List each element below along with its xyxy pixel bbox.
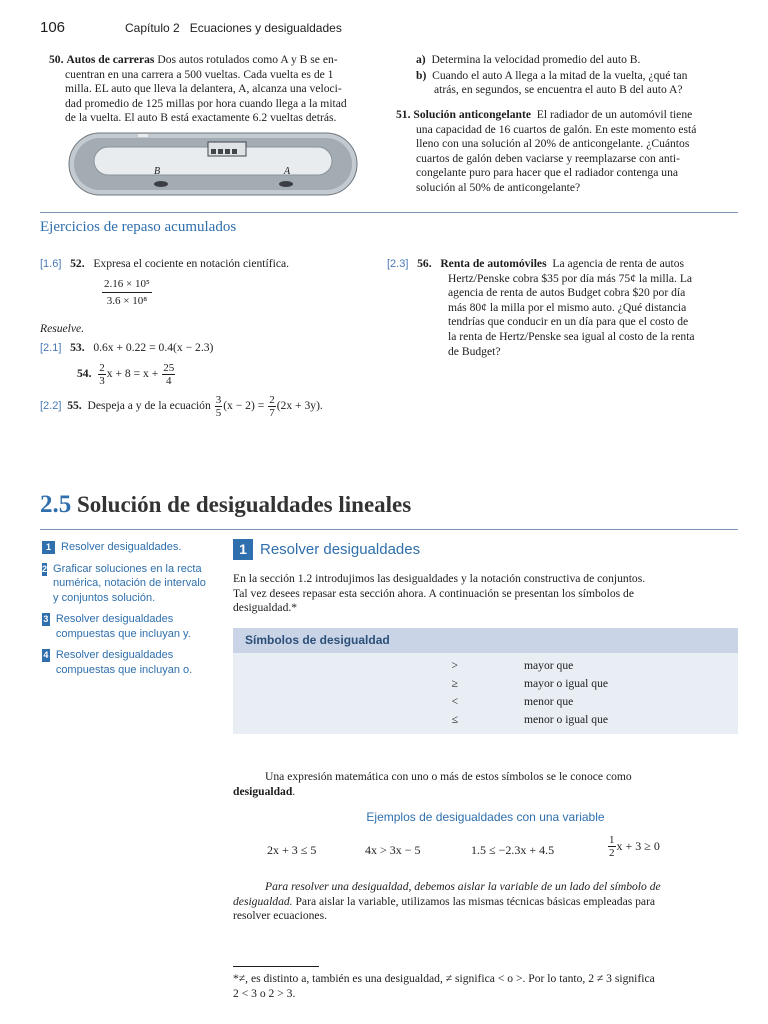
problem-56-line: de Budget? [448, 344, 501, 358]
problem-54 [77, 362, 176, 387]
fraction-denominator: 3.6 × 10⁸ [106, 295, 148, 307]
objective-number: 2 [42, 563, 48, 574]
term-desigualdad: desigualdad [233, 784, 293, 798]
problem-54-number: 54. [77, 367, 92, 381]
objective-item [42, 562, 210, 606]
part-a-text: Determina la velocidad promedio del auto B. [431, 53, 641, 66]
symbol-row [233, 692, 738, 710]
subsection-heading [233, 539, 420, 560]
problem-56-line: La agencia de renta de autos [552, 257, 685, 270]
section-rule [40, 529, 738, 530]
problem-56-line: más 80¢ la milla por el mismo auto. ¿Qué distancia [448, 300, 687, 314]
intro-line: En la sección 1.2 introdujimos las desigualdades y la notación constructiva de conjuntos. [233, 572, 646, 585]
problem-51-line: El radiador de un automóvil tiene [536, 108, 693, 121]
footnote-line: 2 < 3 o 2 > 3. [233, 986, 296, 1000]
problem-50-line: dad promedio de 125 millas por hora cuando llega a la mitad [65, 96, 347, 110]
problem-52-fraction [102, 278, 152, 307]
symbol: ≥ [451, 676, 458, 690]
symbol-meaning: mayor o igual que [524, 676, 609, 690]
fraction: $\frac{25}{4}$ [163, 362, 175, 387]
problem-53-equation: 0.6x + 0.22 = 0.4(x − 2.3) [93, 341, 214, 354]
section-title: Solución de desigualdades lineales [77, 492, 412, 517]
resolve-line: resolver ecuaciones. [233, 909, 327, 923]
divider [40, 212, 738, 213]
expression-line: Una expresión matemática con uno o más de estos símbolos se le conoce como [265, 770, 632, 783]
problem-51-line: congelante puro para hacer que el radiador contenga una [416, 166, 679, 180]
problem-55-equation: (2x + 3y). [276, 399, 323, 413]
problem-52-ref: [1.6] [40, 258, 62, 270]
section-heading [40, 491, 411, 519]
chapter-label [125, 21, 342, 35]
part-b-text: atrás, en segundos, se encuentra el auto B del auto A? [434, 83, 683, 97]
example-inequality: 1.5 ≤ −2.3x + 4.5 [471, 843, 555, 857]
problem-55-number: 55. [67, 399, 82, 413]
problem-56-line: tendrías que conducir en un día para que el costo de [448, 315, 689, 329]
review-title: Ejercicios de repaso acumulados [40, 219, 237, 235]
objective-number: 1 [42, 541, 55, 554]
problem-50-line: Dos autos rotulados como A y B se en- [157, 53, 338, 66]
symbol-row [233, 656, 738, 674]
symbol-row [233, 710, 738, 728]
footnote-line: *≠, es distinto a, también es una desigualdad, ≠ significa < o >. Por lo tanto, 2 ≠ 3 significa [233, 972, 655, 985]
objective-item [42, 612, 210, 641]
problem-52-number: 52. [70, 257, 85, 270]
chapter-title: Ecuaciones y desigualdades [189, 21, 342, 35]
section-number: 2.5 [40, 491, 72, 518]
problem-50-title: Autos de carreras [66, 53, 155, 66]
resuelve-label: Resuelve. [40, 322, 85, 335]
symbol-meaning: menor o igual que [524, 712, 609, 726]
car-b-label: B [154, 166, 161, 177]
examples-title: Ejemplos de desigualdades con una variable [366, 810, 605, 824]
fraction-numerator: 2.16 × 10⁵ [102, 278, 152, 293]
problem-56-ref: [2.3] [387, 258, 409, 270]
resolve-line: Para resolver una desigualdad, debemos aislar la variable de un lado del símbolo de [265, 880, 661, 893]
symbol-meaning: mayor que [524, 658, 574, 672]
fraction: $\frac{1}{2}$ [609, 834, 615, 859]
example-inequality: 2x + 3 ≤ 5 [267, 843, 317, 857]
problem-56-line: agencia de renta de autos Budget cobra $20 por día [448, 286, 686, 300]
objective-number: 4 [43, 650, 49, 660]
example-inequality: $\frac{1}{2}$ x + 3 ≥ 0 [609, 834, 660, 859]
fraction: $\frac{2}{3}$ [99, 362, 105, 387]
objective-text: Graficar soluciones en la recta numérica, notación de intervalo y conjuntos solución. [53, 562, 206, 604]
objective-text: Resolver desigualdades compuestas que incluyan y. [55, 613, 191, 640]
objectives-list [42, 540, 210, 684]
objective-number: 3 [43, 614, 49, 624]
problem-56-title: Renta de automóviles [440, 257, 547, 270]
chapter-number: Capítulo 2 [125, 21, 180, 35]
problem-50-line: cuentran en una carrera a 500 vueltas. Cada vuelta es de 1 [65, 67, 334, 81]
subsection-title: Resolver desigualdades [260, 541, 421, 558]
symbol-row [233, 674, 738, 692]
symbol: < [451, 694, 458, 708]
page-number: 106 [40, 19, 66, 36]
objective-item [42, 540, 210, 555]
problem-51-line: una capacidad de 16 cuartos de galón. En este momento está [416, 122, 697, 136]
car-b [154, 181, 168, 187]
resolve-paragraph [233, 880, 738, 924]
car-a [279, 181, 293, 187]
problem-50-parts [416, 53, 736, 98]
part-b-label: b) [416, 68, 427, 82]
objective-item [42, 648, 210, 677]
expression-paragraph: Una expresión matemática con uno o más de estos símbolos se le conoce como desigualdad. [233, 770, 738, 799]
problem-50-number: 50. [49, 53, 64, 66]
intro-line: desigualdad.* [233, 601, 298, 615]
problem-56 [387, 257, 737, 359]
objective-text: Resolver desigualdades compuestas que incluyan o. [55, 649, 193, 676]
objective-text: Resolver desigualdades. [61, 541, 182, 553]
problem-50 [49, 53, 369, 126]
problem-51-title: Solución anticongelante [413, 108, 531, 121]
symbols-box-header [233, 628, 738, 653]
symbol: ≤ [451, 712, 458, 726]
subsection-number: 1 [233, 539, 253, 560]
resolve-line: Para aislar la variable, utilizamos las mismas técnicas básicas empleadas para [295, 894, 656, 908]
problem-53-ref: [2.1] [40, 342, 62, 354]
symbols-box [233, 628, 738, 734]
symbols-box-title: Símbolos de desigualdad [245, 633, 390, 647]
part-a-label: a) [416, 53, 426, 66]
problem-56-line: la renta de Hertz/Penske sea igual al costo de la renta [448, 329, 695, 343]
symbol: > [451, 658, 458, 672]
part-b-text: Cuando el auto A llega a la mitad de la vuelta, ¿qué tan [432, 68, 688, 82]
fraction: $\frac{2}{7}$ [269, 394, 275, 419]
problem-56-number: 56. [417, 257, 432, 270]
intro-line: Tal vez desees repasar esta sección ahora. A continuación se presentan los símbolos de [233, 586, 634, 600]
symbols-table [233, 656, 738, 728]
examples-row [233, 834, 738, 868]
problem-51 [396, 108, 736, 196]
problem-51-line: solución al 50% de anticongelante? [416, 180, 581, 194]
problem-50-line: milla. EL auto que lleva la delantera, A, alcanza una veloci- [65, 82, 342, 96]
intro-paragraph [233, 572, 738, 616]
problem-52-text: Expresa el cociente en notación científica. [93, 257, 290, 270]
problem-51-number: 51. [396, 108, 411, 121]
footnote-rule [233, 966, 319, 967]
footnote [233, 972, 738, 1001]
example-inequality: 4x > 3x − 5 [365, 843, 421, 857]
problem-55-text: Despeja a y de la ecuación [87, 399, 211, 413]
race-track-illustration [68, 132, 358, 196]
problem-52 [40, 257, 289, 272]
problem-51-line: cuartos de galón deben vaciarse y reemplazarse con anti- [416, 151, 680, 165]
problem-55-ref: [2.2] [40, 400, 62, 413]
problem-54-equation: x + 8 = x + [106, 367, 159, 381]
problem-53 [40, 341, 213, 356]
problem-55-equation: (x − 2) = [223, 399, 265, 413]
car-a-label: A [284, 166, 291, 177]
fraction: $\frac{3}{5}$ [215, 394, 222, 419]
symbol-meaning: menor que [524, 694, 574, 708]
resolve-line: desigualdad. [233, 894, 293, 908]
problem-51-line: lleno con una solución al 20% de anticongelante. ¿Cuántos [416, 137, 690, 151]
problem-56-line: Hertz/Penske cobra $35 por día más 75¢ la milla. La [448, 271, 693, 285]
problem-53-number: 53. [70, 341, 85, 354]
problem-55 [40, 394, 323, 419]
problem-50-line: de la vuelta. El auto B está exactamente 6.2 vueltas detrás. [65, 111, 337, 125]
